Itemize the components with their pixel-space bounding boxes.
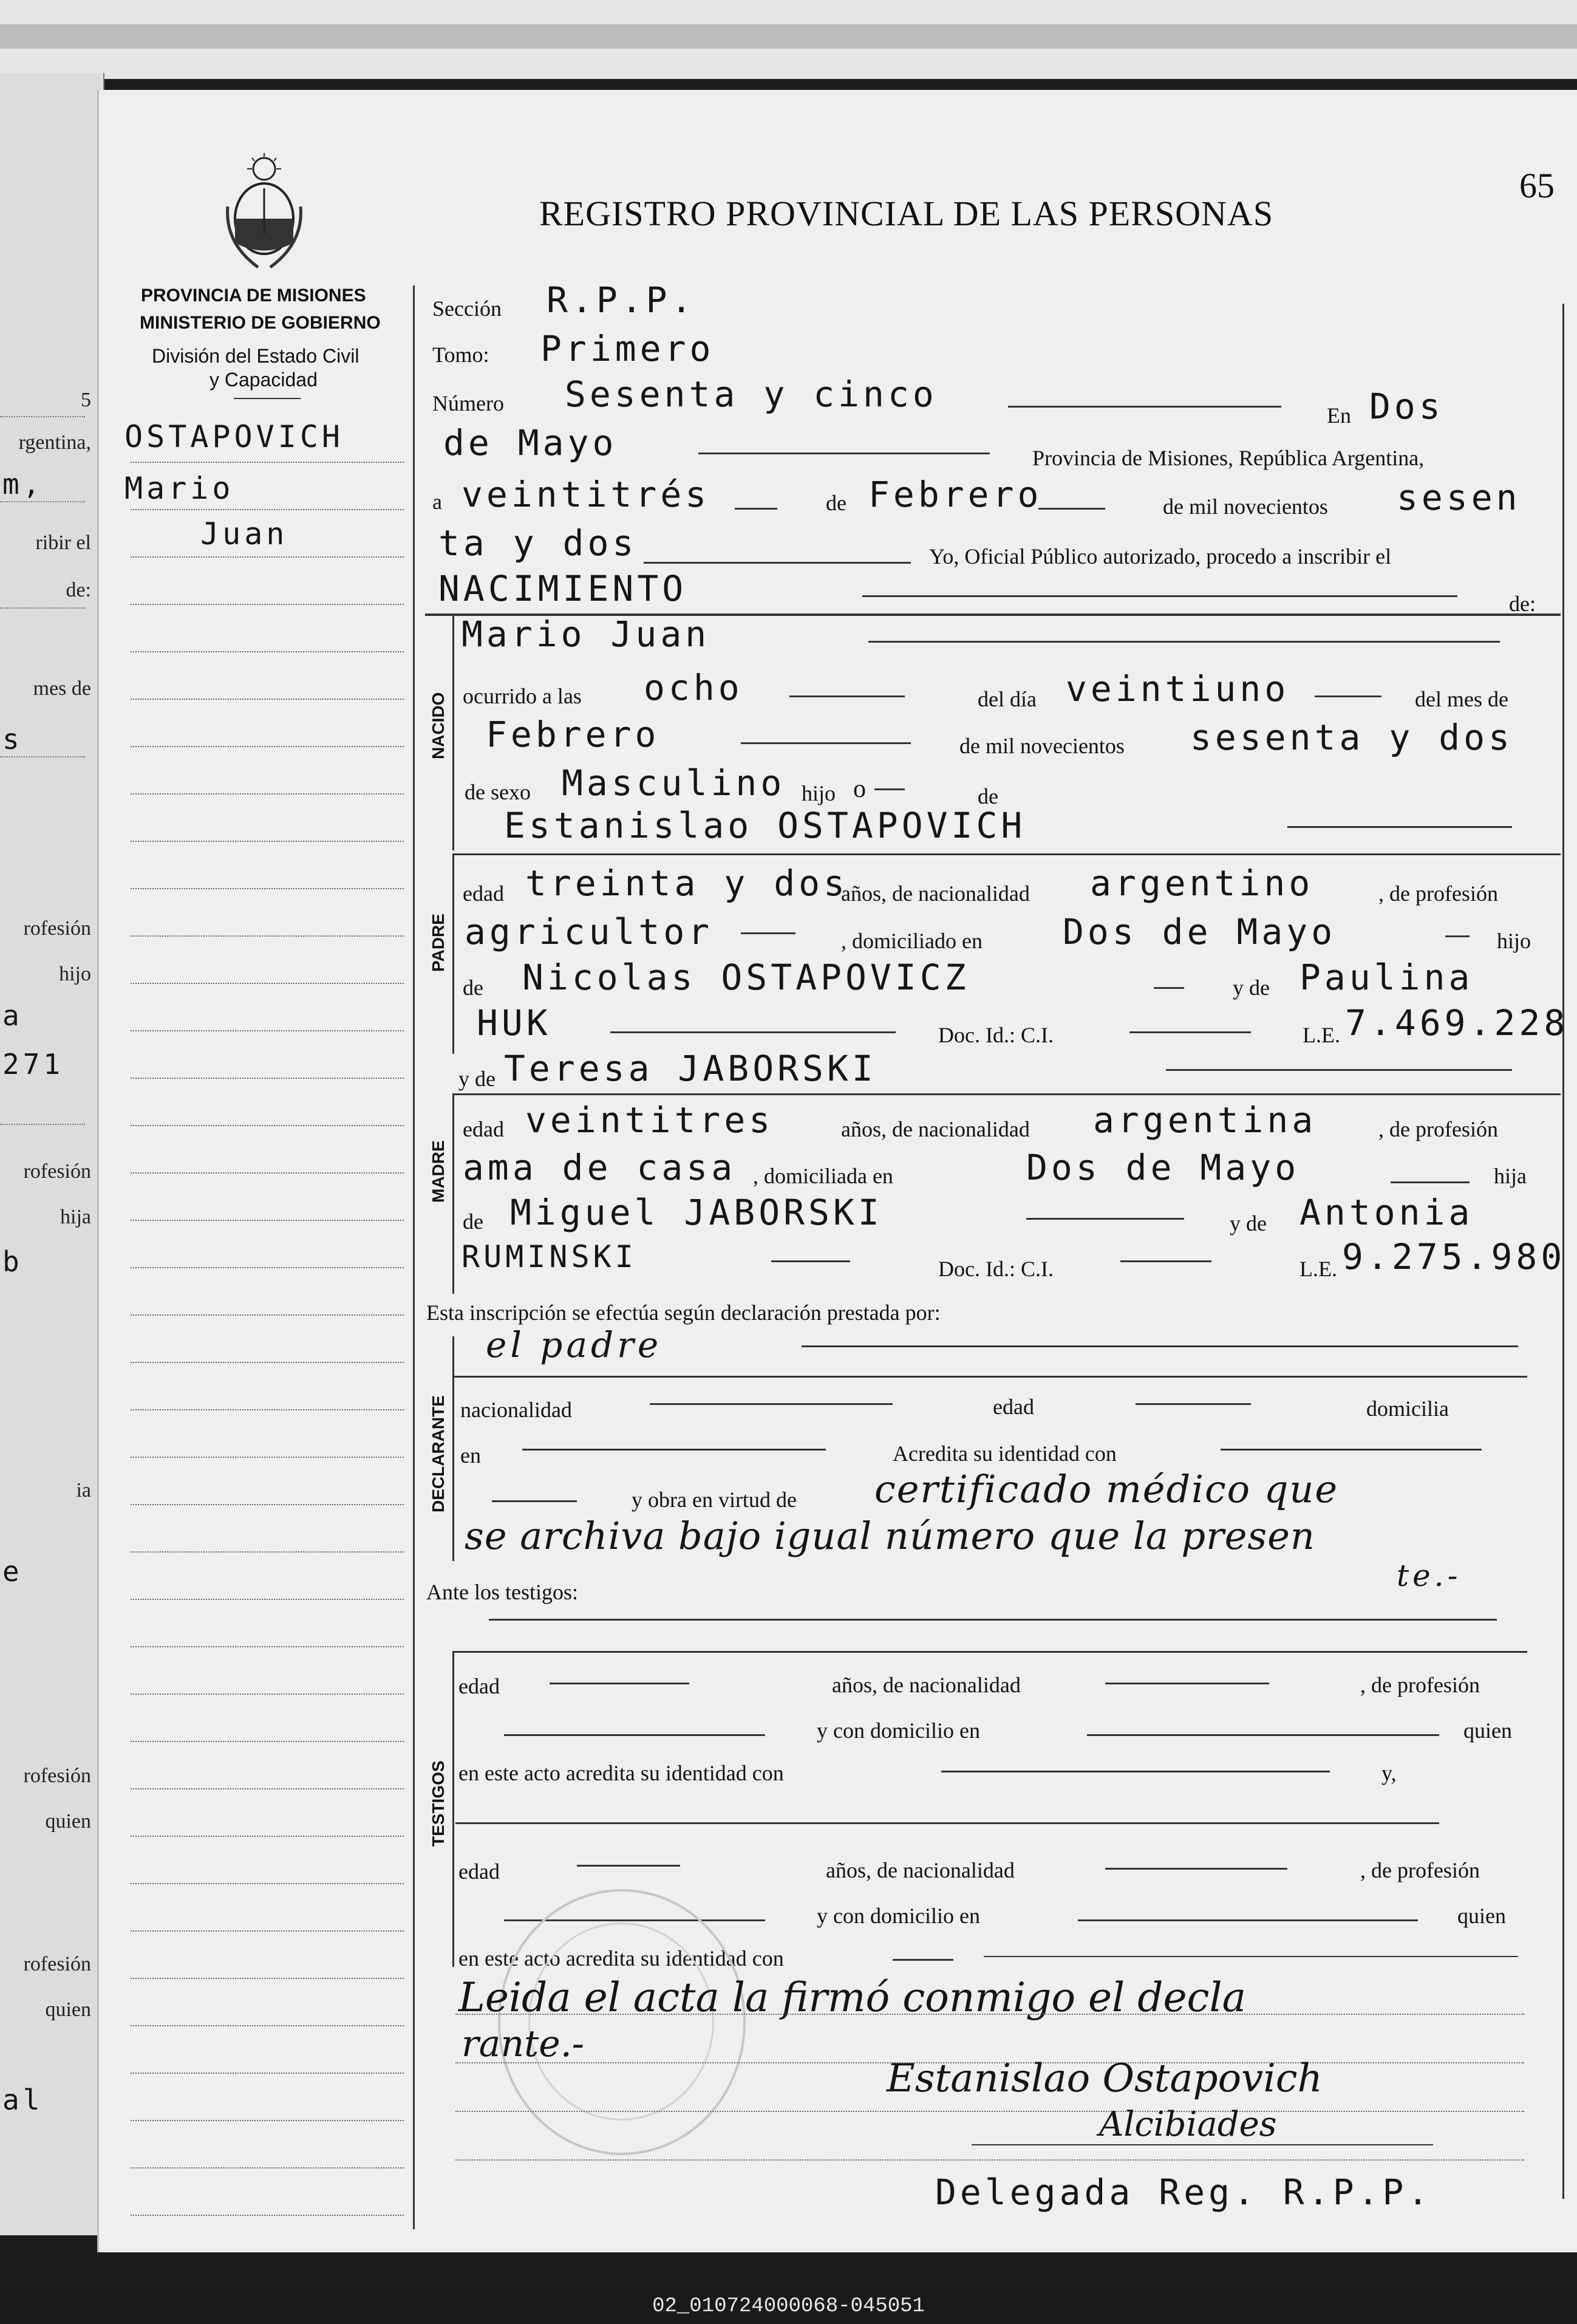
testigo2-anios-label: años, de nacionalidad <box>826 1858 1015 1882</box>
margin-rule <box>131 1788 404 1789</box>
left-fragment: hija <box>60 1206 91 1228</box>
testigo1-domicilio-label: y con domicilio en <box>817 1718 980 1743</box>
testigo1-profesion-label: , de profesión <box>1360 1673 1480 1697</box>
left-facing-page <box>0 73 104 2235</box>
declarante-edad-label: edad <box>993 1395 1034 1419</box>
left-fragment: rofesión <box>23 1765 91 1787</box>
padre-edad-label: edad <box>463 881 504 906</box>
margin-rule <box>131 1457 404 1458</box>
anio-value-1: sesen <box>1397 477 1521 518</box>
declarante-obra-value-3: te.- <box>1397 1558 1462 1593</box>
left-fragment: ribir el <box>35 531 91 554</box>
testigos-intro: Ante los testigos: <box>426 1580 578 1604</box>
background-book-edge <box>0 0 1577 79</box>
margin-rule <box>131 1504 404 1505</box>
margin-rule <box>131 1362 404 1363</box>
madre-hija-label: hija <box>1494 1164 1527 1188</box>
page-number: 65 <box>1519 166 1555 205</box>
left-fragment: 271 <box>2 1048 64 1081</box>
madre-nombre: Teresa JABORSKI <box>504 1048 877 1089</box>
margin-rule <box>131 935 404 937</box>
nacido-mil-label: de mil novecientos <box>959 734 1125 758</box>
left-fragment: quien <box>45 1998 91 2021</box>
declarante-obra-value-2: se archiva bajo igual número que la presen <box>465 1514 1315 1558</box>
declarante-obra-label: y obra en virtud de <box>632 1488 797 1512</box>
madre-domiciliada-label: , domiciliada en <box>753 1164 893 1188</box>
de-label: de <box>826 491 846 515</box>
margin-rule <box>131 1078 404 1079</box>
madre-edad-label: edad <box>463 1117 504 1141</box>
margin-rule <box>131 1741 404 1742</box>
en-value-2: de Mayo <box>443 422 618 463</box>
left-fragment: e <box>2 1555 23 1588</box>
madre-le-label: L.E. <box>1299 1257 1337 1281</box>
official-seal-inner-ring <box>528 1922 714 2121</box>
padre-madre-de-value-2: HUK <box>477 1002 551 1044</box>
left-fragment: quien <box>45 1810 91 1833</box>
testigo1-acredita-label: en este acto acredita su identidad con <box>458 1761 784 1785</box>
nacido-dia-value: veintiuno <box>1066 668 1290 709</box>
office-ministry: MINISTERIO DE GOBIERNO <box>140 313 381 333</box>
margin-rule <box>131 1267 404 1268</box>
left-fragment: rofesión <box>23 1953 91 1975</box>
ocurrido-label: ocurrido a las <box>463 684 582 708</box>
testigo2-acredita-label: en este acto acredita su identidad con <box>458 1946 784 1970</box>
padre-domicilio-value: Dos de Mayo <box>1063 911 1337 952</box>
madre-profesion-label: , de profesión <box>1378 1117 1498 1141</box>
margin-rule <box>131 2120 404 2121</box>
signature-oficial: Alcibiades <box>1099 2105 1277 2144</box>
madre-domicilio-value: Dos de Mayo <box>1026 1147 1300 1188</box>
argentine-coat-of-arms-icon <box>222 152 307 273</box>
numero-value: Sesenta y cinco <box>565 374 938 415</box>
madre-y-de-label: y de <box>1230 1211 1267 1235</box>
testigo1-quien-label: quien <box>1463 1718 1512 1743</box>
testigo1-y-label: y, <box>1381 1761 1397 1785</box>
madre-le-value: 9.275.980 <box>1342 1236 1566 1277</box>
provincia-text: Provincia de Misiones, República Argentina, <box>1032 446 1425 470</box>
margin-rule <box>131 1220 404 1221</box>
margin-rule <box>131 1409 404 1410</box>
margin-rule <box>131 604 404 605</box>
margin-surname: OSTAPOVICH <box>124 419 344 454</box>
yo-text: Yo, Oficial Público autorizado, procedo a inscribir el <box>929 544 1392 569</box>
en-value-1: Dos <box>1369 386 1444 427</box>
de-colon: de: <box>1509 592 1536 616</box>
margin-rule <box>131 1883 404 1884</box>
signature-declarante: Estanislao Ostapovich <box>887 2056 1323 2101</box>
padre-edad-value: treinta y dos <box>525 863 848 904</box>
nacido-anio-value: sesenta y dos <box>1190 717 1513 758</box>
nacido-mes-value: Febrero <box>486 714 660 755</box>
margin-rule <box>131 793 404 795</box>
declarante-intro: Esta inscripción se efectúa según declaración prestada por: <box>426 1300 941 1325</box>
testigo2-profesion-label: , de profesión <box>1360 1858 1480 1882</box>
testigo2-edad-label: edad <box>458 1859 500 1884</box>
mil-label: de mil novecientos <box>1163 494 1328 519</box>
padre-de-label: de <box>463 976 483 1000</box>
declarante-nacionalidad-label: nacionalidad <box>460 1398 572 1422</box>
margin-name1: Mario <box>124 471 234 506</box>
seccion-label: Sección <box>432 296 502 321</box>
margin-rule <box>131 746 404 747</box>
left-fragment: de: <box>66 579 91 601</box>
padre-nacionalidad-value: argentino <box>1090 863 1314 904</box>
margin-rule <box>131 1314 404 1316</box>
page-title: REGISTRO PROVINCIAL DE LAS PERSONAS <box>539 194 1274 233</box>
hijo-label: hijo <box>802 781 836 805</box>
padre-le-label: L.E. <box>1303 1023 1340 1047</box>
testigo2-domicilio-label: y con domicilio en <box>817 1904 980 1928</box>
padre-madre-de-value-1: Paulina <box>1299 957 1474 998</box>
testigos-section-label: TESTIGOS <box>429 1760 448 1847</box>
left-fragment: rgentina, <box>18 431 91 454</box>
madre-padre-de-value: Miguel JABORSKI <box>510 1192 883 1233</box>
padre-nombre: Estanislao OSTAPOVICH <box>504 805 1026 846</box>
left-fragment: ia <box>76 1479 91 1502</box>
margin-rule <box>131 983 404 984</box>
margin-rule <box>131 509 404 510</box>
numero-label: Número <box>432 391 504 415</box>
margin-rule <box>131 462 404 463</box>
declarante-acredita-label: Acredita su identidad con <box>893 1441 1117 1466</box>
margin-name2: Juan <box>200 516 288 552</box>
dia-value: veintitrés <box>462 474 710 515</box>
madre-nacionalidad-value: argentina <box>1093 1099 1317 1141</box>
office-capacity: y Capacidad <box>209 369 318 391</box>
padre-hijo-label: hijo <box>1497 929 1531 953</box>
margin-rule <box>131 841 404 842</box>
padre-profesion-value: agricultor <box>465 911 714 952</box>
del-dia-label: del día <box>978 687 1037 711</box>
margin-rule <box>131 1693 404 1695</box>
margin-rule <box>131 1836 404 1837</box>
madre-de-label: de <box>463 1209 483 1234</box>
left-fragment: al <box>2 2083 44 2116</box>
margin-rule <box>131 1172 404 1174</box>
padre-profesion-label: , de profesión <box>1378 881 1498 906</box>
padre-le-value: 7.469.228 <box>1345 1002 1569 1044</box>
margin-rule <box>131 1599 404 1600</box>
margin-rule <box>131 651 404 652</box>
madre-madre-de-value-2: RUMINSKI <box>462 1239 637 1274</box>
madre-y-de-label: y de <box>458 1067 496 1091</box>
left-fragment: hijo <box>59 963 91 985</box>
margin-rule <box>131 1030 404 1031</box>
left-fragment: rofesión <box>23 1160 91 1183</box>
testigo2-quien-label: quien <box>1457 1904 1506 1928</box>
testigo1-edad-label: edad <box>458 1674 500 1698</box>
left-fragment: a <box>2 999 23 1032</box>
madre-anios-label: años, de nacionalidad <box>841 1117 1030 1141</box>
declarante-en-label: en <box>460 1443 481 1468</box>
sexo-value: Masculino <box>562 762 786 804</box>
closing-text-1: Leida el acta la firmó conmigo el decla <box>458 1974 1246 2021</box>
margin-rule <box>131 2167 404 2168</box>
padre-section-label: PADRE <box>429 914 448 972</box>
closing-text-2: rante.- <box>462 2023 585 2065</box>
margin-rule <box>131 1978 404 1979</box>
margin-rule <box>131 1646 404 1647</box>
hora-value: ocho <box>644 667 743 708</box>
acto-value: NACIMIENTO <box>438 568 687 609</box>
margin-rule <box>131 1930 404 1932</box>
sexo-label: de sexo <box>465 780 531 804</box>
seccion-value: R.P.P. <box>547 279 696 321</box>
margin-rule <box>131 699 404 700</box>
margin-rule <box>131 1125 404 1126</box>
left-fragment: 5 <box>81 389 91 411</box>
nacido-de-label: de <box>978 784 998 808</box>
tomo-label: Tomo: <box>432 343 489 367</box>
testigo1-anios-label: años, de nacionalidad <box>832 1673 1021 1697</box>
madre-edad-value: veintitres <box>525 1099 774 1141</box>
margin-rule <box>131 2025 404 2026</box>
margin-rule <box>131 2073 404 2074</box>
margin-rule <box>131 888 404 889</box>
office-division: División del Estado Civil <box>152 345 359 367</box>
madre-madre-de-value-1: Antonia <box>1299 1192 1474 1233</box>
left-fragment: b <box>2 1245 23 1278</box>
anio-value-2: ta y dos <box>438 522 638 564</box>
declarante-section-label: DECLARANTE <box>429 1395 448 1512</box>
en-label: En <box>1327 403 1351 428</box>
margin-rule <box>131 1551 404 1553</box>
nacido-section-label: NACIDO <box>429 692 448 759</box>
left-fragment: mes de <box>33 677 91 700</box>
nacido-nombre: Mario Juan <box>462 613 710 655</box>
padre-padre-de-value: Nicolas OSTAPOVICZ <box>522 957 970 998</box>
left-fragment: s <box>2 723 23 756</box>
mes-value: Febrero <box>868 474 1043 515</box>
declarante-domicilia-label: domicilia <box>1366 1396 1449 1421</box>
left-fragment: rofesión <box>23 917 91 940</box>
padre-domiciliado-label: , domiciliado en <box>841 929 983 953</box>
margin-rule <box>131 2215 404 2216</box>
del-mes-label: del mes de <box>1415 687 1508 711</box>
madre-section-label: MADRE <box>429 1140 448 1203</box>
declarante-obra-value-1: certificado médico que <box>874 1467 1339 1511</box>
madre-doc-label: Doc. Id.: C.I. <box>938 1257 1054 1281</box>
padre-doc-label: Doc. Id.: C.I. <box>938 1023 1054 1047</box>
a-label: a <box>432 490 442 514</box>
margin-rule <box>131 556 404 558</box>
padre-anios-label: años, de nacionalidad <box>841 881 1030 906</box>
padre-y-de-label: y de <box>1233 976 1270 1000</box>
declarante-nombre: el padre <box>486 1324 662 1365</box>
image-id-label: 02_010724000068-045051 <box>652 2295 925 2318</box>
office-province: PROVINCIA DE MISIONES <box>141 285 366 306</box>
left-fragment: m, <box>2 468 44 501</box>
signature-delegada: Delegada Reg. R.P.P. <box>935 2172 1432 2213</box>
tomo-value: Primero <box>540 328 715 369</box>
madre-profesion-value: ama de casa <box>463 1147 737 1188</box>
